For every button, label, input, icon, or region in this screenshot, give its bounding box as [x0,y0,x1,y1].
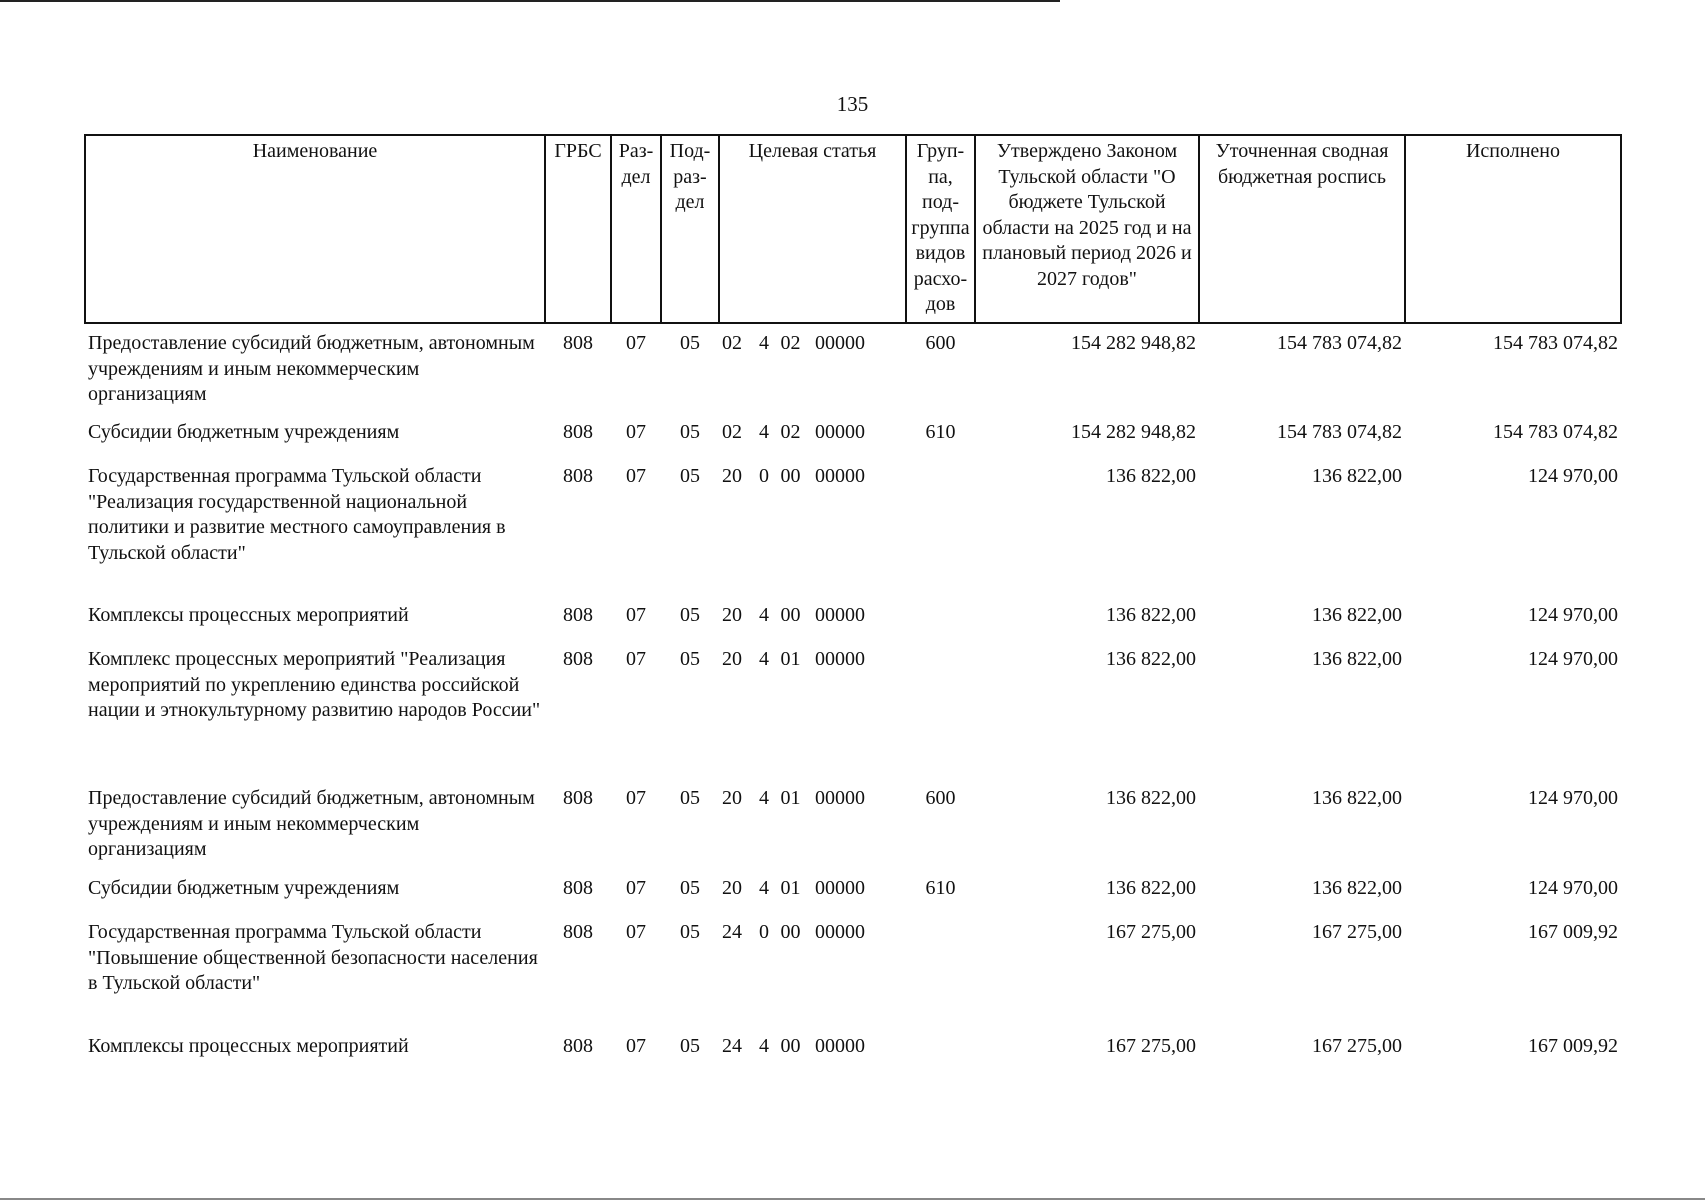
target-type: 4 [759,604,769,626]
header-refined: Уточненная сводная бюджетная роспись [1199,135,1405,323]
row-approved: 136 822,00 [1106,604,1196,626]
row-approved: 136 822,00 [1106,877,1196,899]
row-section: 07 [626,465,646,487]
header-name: Наименование [85,135,545,323]
target-type: 4 [759,1035,769,1057]
target-type: 4 [759,332,769,354]
target-type: 0 [759,921,769,943]
row-executed: 124 970,00 [1528,877,1618,899]
row-subsection: 05 [680,787,700,809]
row-subsection: 05 [680,877,700,899]
row-target [719,596,906,640]
target-program: 02 [722,332,742,354]
row-group [906,596,975,640]
table-row [85,323,1621,413]
row-subsection: 05 [680,648,700,670]
row-section: 07 [626,787,646,809]
target-type: 0 [759,465,769,487]
row-subsection: 05 [680,604,700,626]
row-approved: 136 822,00 [1106,465,1196,487]
target-structure: 00 [780,921,801,943]
target-direction: 00000 [815,421,865,443]
target-structure: 02 [780,421,801,443]
row-grbs: 808 [563,421,593,443]
row-section: 07 [626,648,646,670]
target-program: 02 [722,421,742,443]
header-group: Груп- па, под- группа видов расхо- дов [906,135,975,323]
target-direction: 00000 [815,877,865,899]
target-structure: 00 [780,1035,801,1057]
row-approved: 154 282 948,82 [1071,332,1196,354]
header-section: Раз- дел [611,135,661,323]
row-executed: 124 970,00 [1528,604,1618,626]
row-name: Государственная программа Тульской области "Реализация государственной национальной политики и развитие местного самоуправления в Тульской области" [88,465,506,564]
header-approved: Утверждено Законом Тульской области "О бюджете Тульской области на 2025 год и на плановый период 2026 и 2027 годов" [975,135,1199,323]
row-name: Комплекс процессных мероприятий "Реализация мероприятий по укреплению единства российской нации и этнокультурному развитию народов России" [88,648,541,721]
budget-table [84,134,1622,1071]
row-refined: 167 275,00 [1312,1035,1402,1057]
row-group [906,640,975,779]
row-subsection: 05 [680,921,700,943]
row-section: 07 [626,332,646,354]
row-approved: 136 822,00 [1106,648,1196,670]
row-executed: 167 009,92 [1528,921,1618,943]
row-group: 600 [925,787,956,809]
table-row [85,779,1621,869]
row-group: 600 [925,332,956,354]
header-executed: Исполнено [1405,135,1621,323]
row-group: 610 [925,421,956,443]
row-refined: 154 783 074,82 [1277,421,1402,443]
row-name: Комплексы процессных мероприятий [88,604,409,626]
row-name: Субсидии бюджетным учреждениям [88,877,400,899]
target-structure: 01 [780,648,801,670]
row-target [719,913,906,1027]
row-target [719,640,906,779]
header-subsection: Под- раз- дел [661,135,719,323]
target-direction: 00000 [815,1035,865,1057]
target-program: 20 [722,787,742,809]
row-target [719,413,906,457]
row-group [906,457,975,596]
target-direction: 00000 [815,465,865,487]
row-refined: 136 822,00 [1312,787,1402,809]
scan-edge-top [0,0,1060,2]
table-row [85,457,1621,596]
row-section: 07 [626,1035,646,1057]
table-row [85,596,1621,640]
target-program: 24 [722,921,742,943]
row-name: Предоставление субсидий бюджетным, автономным учреждениям и иным некоммерческим организациям [88,332,535,405]
row-approved: 154 282 948,82 [1071,421,1196,443]
target-type: 4 [759,421,769,443]
target-program: 20 [722,604,742,626]
row-subsection: 05 [680,1035,700,1057]
row-group [906,913,975,1027]
row-name: Государственная программа Тульской области "Повышение общественной безопасности населения в Тульской области" [88,921,538,994]
row-grbs: 808 [563,787,593,809]
row-name: Комплексы процессных мероприятий [88,1035,409,1057]
row-refined: 136 822,00 [1312,465,1402,487]
row-section: 07 [626,604,646,626]
row-refined: 136 822,00 [1312,648,1402,670]
row-refined: 136 822,00 [1312,877,1402,899]
target-direction: 00000 [815,921,865,943]
row-target [719,779,906,869]
row-executed: 154 783 074,82 [1493,332,1618,354]
row-subsection: 05 [680,465,700,487]
row-grbs: 808 [563,604,593,626]
row-target [719,457,906,596]
row-subsection: 05 [680,421,700,443]
row-section: 07 [626,421,646,443]
table-row [85,869,1621,913]
table-row [85,913,1621,1027]
target-type: 4 [759,877,769,899]
target-program: 24 [722,1035,742,1057]
target-type: 4 [759,787,769,809]
row-executed: 124 970,00 [1528,465,1618,487]
row-target [719,1027,906,1071]
target-structure: 02 [780,332,801,354]
row-executed: 124 970,00 [1528,787,1618,809]
row-group [906,1027,975,1071]
target-direction: 00000 [815,648,865,670]
header-grbs: ГРБС [545,135,611,323]
row-executed: 154 783 074,82 [1493,421,1618,443]
row-refined: 136 822,00 [1312,604,1402,626]
target-direction: 00000 [815,332,865,354]
header-row [85,135,1621,323]
row-executed: 124 970,00 [1528,648,1618,670]
row-name: Предоставление субсидий бюджетным, автономным учреждениям и иным некоммерческим организациям [88,787,535,860]
row-group: 610 [925,877,956,899]
row-section: 07 [626,921,646,943]
row-approved: 136 822,00 [1106,787,1196,809]
row-approved: 167 275,00 [1106,921,1196,943]
row-target [719,323,906,413]
target-type: 4 [759,648,769,670]
target-structure: 00 [780,604,801,626]
row-grbs: 808 [563,877,593,899]
table-row [85,1027,1621,1071]
target-program: 20 [722,877,742,899]
target-structure: 01 [780,787,801,809]
table-row [85,413,1621,457]
row-grbs: 808 [563,332,593,354]
row-refined: 167 275,00 [1312,921,1402,943]
header-target: Целевая статья [719,135,906,323]
row-name: Субсидии бюджетным учреждениям [88,421,400,443]
target-direction: 00000 [815,604,865,626]
row-grbs: 808 [563,921,593,943]
row-section: 07 [626,877,646,899]
target-program: 20 [722,465,742,487]
row-grbs: 808 [563,465,593,487]
row-executed: 167 009,92 [1528,1035,1618,1057]
row-approved: 167 275,00 [1106,1035,1196,1057]
row-grbs: 808 [563,648,593,670]
target-program: 20 [722,648,742,670]
target-structure: 01 [780,877,801,899]
target-structure: 00 [780,465,801,487]
page-number: 135 [836,92,869,116]
row-target [719,869,906,913]
target-direction: 00000 [815,787,865,809]
table-row [85,640,1621,779]
row-subsection: 05 [680,332,700,354]
row-grbs: 808 [563,1035,593,1057]
row-refined: 154 783 074,82 [1277,332,1402,354]
